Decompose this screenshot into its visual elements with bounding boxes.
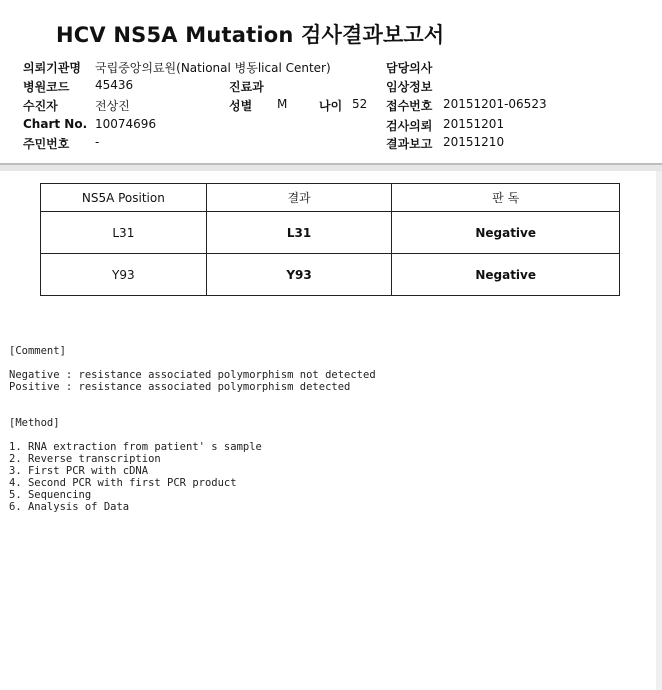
chart-no-label: Chart No. <box>23 117 88 131</box>
method-step-6: 6. Analysis of Data <box>9 501 130 513</box>
resident-no-label: 주민번호 <box>23 137 70 151</box>
header-position: NS5A Position <box>41 184 207 212</box>
age-value: 52 <box>352 97 368 111</box>
receipt-no-label: 접수번호 <box>386 99 433 113</box>
patient-label: 수진자 <box>23 99 58 113</box>
section-divider <box>0 165 662 171</box>
hospital-code-value: 45436 <box>95 78 134 92</box>
report-title: HCV NS5A Mutation 검사결과보고서 <box>56 23 445 47</box>
report-header <box>0 0 662 165</box>
header-interpretation: 판 독 <box>392 184 620 212</box>
comment-line-negative: Negative : resistance associated polymorphism not detected <box>9 369 376 381</box>
institution-label: 의뢰기관명 <box>23 61 81 75</box>
cell-result: Y93 <box>206 254 392 296</box>
comment-heading: [Comment] <box>9 345 66 357</box>
comment-line-positive: Positive : resistance associated polymorphism detected <box>9 381 351 393</box>
method-step-1: 1. RNA extraction from patient' s sample <box>9 441 262 453</box>
table-row <box>41 212 620 254</box>
cell-result: L31 <box>206 212 392 254</box>
department-label: 진료과 <box>229 80 264 94</box>
request-date-value: 20151201 <box>443 117 505 131</box>
doctor-label: 담당의사 <box>386 61 433 75</box>
resident-no-value: - <box>95 135 100 149</box>
clinical-info-label: 임상정보 <box>386 80 433 94</box>
sex-value: M <box>277 97 288 111</box>
report-date-value: 20151210 <box>443 135 505 149</box>
cell-position: Y93 <box>41 254 207 296</box>
sex-label: 성별 <box>229 99 253 113</box>
receipt-no-value: 20151201-06523 <box>443 97 547 111</box>
method-step-3: 3. First PCR with cDNA <box>9 465 149 477</box>
result-table <box>40 183 620 296</box>
patient-value: 전상진 <box>95 99 130 113</box>
request-date-label: 검사의뢰 <box>386 119 433 133</box>
hospital-code-label: 병원코드 <box>23 80 70 94</box>
method-step-4: 4. Second PCR with first PCR product <box>9 477 237 489</box>
chart-no-value: 10074696 <box>95 117 157 131</box>
institution-value: 국립중앙의료원(National 병동lical Center) <box>95 61 331 75</box>
cell-position: L31 <box>41 212 207 254</box>
header-result: 결과 <box>206 184 392 212</box>
method-heading: [Method] <box>9 417 60 429</box>
report-date-label: 결과보고 <box>386 137 433 151</box>
method-step-5: 5. Sequencing <box>9 489 92 501</box>
table-row <box>41 254 620 296</box>
table-header-row <box>41 184 620 212</box>
cell-interpretation: Negative <box>392 254 620 296</box>
method-step-2: 2. Reverse transcription <box>9 453 161 465</box>
age-label: 나이 <box>319 99 343 113</box>
scrollbar-track[interactable] <box>656 171 662 690</box>
cell-interpretation: Negative <box>392 212 620 254</box>
